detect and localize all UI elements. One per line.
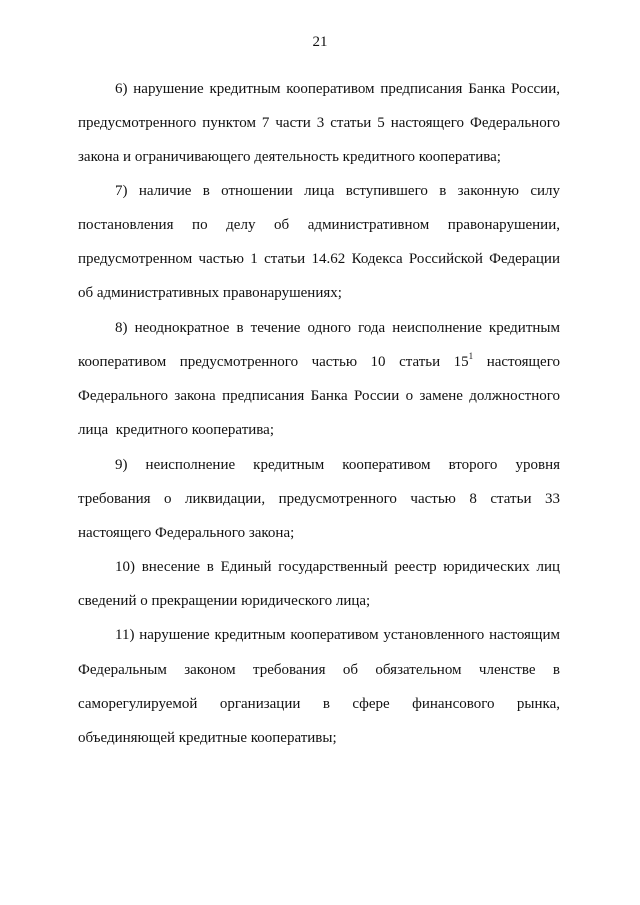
text-line: закона и ограничивающего деятельность кредитного кооператива; — [78, 149, 501, 165]
text-line: предусмотренного пунктом 7 части 3 статьи 5 настоящего Федерального — [78, 115, 560, 131]
text-line: 9) неисполнение кредитным кооперативом второго уровня — [115, 457, 560, 473]
text-segment: настоящего — [486, 354, 560, 370]
text-line: объединяющей кредитные кооперативы; — [78, 730, 337, 746]
text-line: 6) нарушение кредитным кооперативом предписания Банка России, — [115, 81, 560, 97]
text-line: об административных правонарушениях; — [78, 285, 342, 301]
text-line: Федерального закона предписания Банка России о замене должностного — [78, 388, 560, 404]
text-line: предусмотренном частью 1 статьи 14.62 Кодекса Российской Федерации — [78, 251, 560, 267]
text-line: 8) неоднократное в течение одного года неисполнение кредитным — [115, 320, 560, 336]
text-line: настоящего Федерального закона; — [78, 525, 295, 541]
text-line: лица кредитного кооператива; — [78, 422, 274, 438]
text-line: сведений о прекращении юридического лица; — [78, 593, 371, 609]
superscript: 1 — [468, 351, 474, 361]
text-line: Федеральным законом требования об обязательном членстве в — [78, 662, 560, 678]
text-line — [78, 352, 560, 372]
text-segment: кооперативом предусмотренного частью 10 статьи 15 — [78, 354, 469, 370]
text-line: требования о ликвидации, предусмотренного частью 8 статьи 33 — [78, 491, 560, 507]
text-line: 11) нарушение кредитным кооперативом установленного настоящим — [115, 627, 560, 643]
text-line: саморегулируемой организации в сфере финансового рынка, — [78, 696, 560, 712]
text-line: постановления по делу об административном правонарушении, — [78, 217, 560, 233]
page-number: 21 — [312, 34, 328, 50]
text-line: 7) наличие в отношении лица вступившего в законную силу — [115, 183, 560, 199]
text-line: 10) внесение в Единый государственный реестр юридических лиц — [115, 559, 560, 575]
